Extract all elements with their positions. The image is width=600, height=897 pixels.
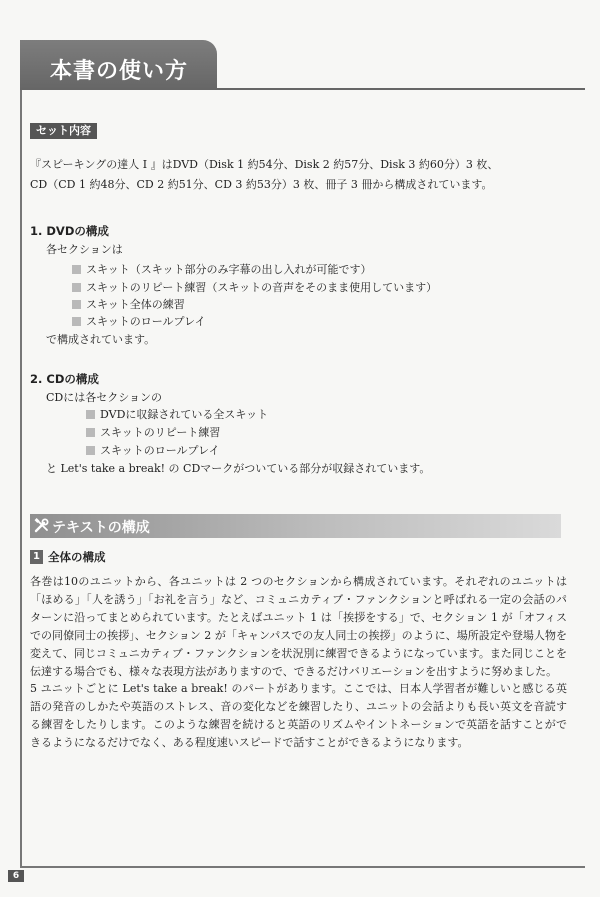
section-bar xyxy=(30,514,561,538)
dvd-list-item: スキット全体の練習 xyxy=(72,297,185,313)
cd-heading: 2. CDの構成 xyxy=(30,372,99,386)
set-contents-badge: セット内容 xyxy=(30,123,97,139)
square-bullet-icon xyxy=(72,265,81,274)
dvd-list-item: スキット（スキット部分のみ字幕の出し入れが可能です） xyxy=(72,262,372,278)
square-bullet-icon xyxy=(86,428,95,437)
frame-left-border xyxy=(20,90,22,868)
subsection-heading: 全体の構成 xyxy=(48,550,106,564)
cd-list-item: スキットのロールプレイ xyxy=(86,443,220,459)
body-paragraph-1: 各巻は10のユニットから、各ユニットは 2 つのセクションから構成されています。それぞれのユニットは「ほめる」「人を誘う」「お礼を言う」など、コミュニカティブ・ファンクションと呼ばれる一定の会話のパターンに沿ってまとめられています。たとえばユニット 1 は「挨拶をする」で、セクション 1 が「オフィスでの同僚同士の挨拶」、セクション 2 が「キャンパスでの友人同士の挨拶」のように、場所設定や登場人物を変えて、同じコミュニカティブ・ファンクションを状況別に練習できるようになっています。また同じことを伝達する場合でも、様々な表現方法がありますので、できるだけバリエーションを出すように努めました。 xyxy=(30,575,567,678)
dvd-heading: 1. DVDの構成 xyxy=(30,224,109,238)
section-title: テキストの構成 xyxy=(52,520,150,536)
page-title: 本書の使い方 xyxy=(50,59,189,84)
dvd-list-item: スキットのリピート練習（スキットの音声をそのまま使用しています） xyxy=(72,280,437,296)
square-bullet-icon xyxy=(86,446,95,455)
set-contents-line-1: 『スピーキングの達人 I 』はDVD（Disk 1 約54分、Disk 2 約57分、Disk 3 約60分）3 枚、 xyxy=(30,158,499,171)
subsection-number-badge: 1 xyxy=(30,550,43,564)
square-bullet-icon xyxy=(72,300,81,309)
cd-list-item: スキットのリピート練習 xyxy=(86,425,220,441)
page-number: 6 xyxy=(8,870,24,882)
tools-icon xyxy=(34,518,49,533)
header-rule xyxy=(20,88,585,90)
frame-bottom-border xyxy=(20,866,585,868)
square-bullet-icon xyxy=(86,410,95,419)
square-bullet-icon xyxy=(72,317,81,326)
set-contents-line-2: CD（CD 1 約48分、CD 2 約51分、CD 3 約53分）3 枚、冊子 3 冊から構成されています。 xyxy=(30,178,493,191)
cd-outro: と Let's take a break! の CDマークがついている部分が収録されています。 xyxy=(46,462,431,475)
body-paragraph-2: 5 ユニットごとに Let's take a break! のパートがあります。ここでは、日本人学習者が難しいと感じる英語の発音のしかたや英語のストレス、音の変化などを練習したり、ユニットの会話よりも長い英文を音読する練習をしたりします。このような練習を続けると英語のリズムやイントネーションで英語を話すことができるようになるだけでなく、ある程度速いスピードで話すことができるようになります。 xyxy=(30,682,567,749)
dvd-outro: で構成されています。 xyxy=(46,333,156,346)
dvd-list-item: スキットのロールプレイ xyxy=(72,314,206,330)
dvd-intro: 各セクションは xyxy=(46,243,123,256)
cd-intro: CDには各セクションの xyxy=(46,391,163,404)
square-bullet-icon xyxy=(72,283,81,292)
cd-list-item: DVDに収録されている全スキット xyxy=(86,407,268,423)
